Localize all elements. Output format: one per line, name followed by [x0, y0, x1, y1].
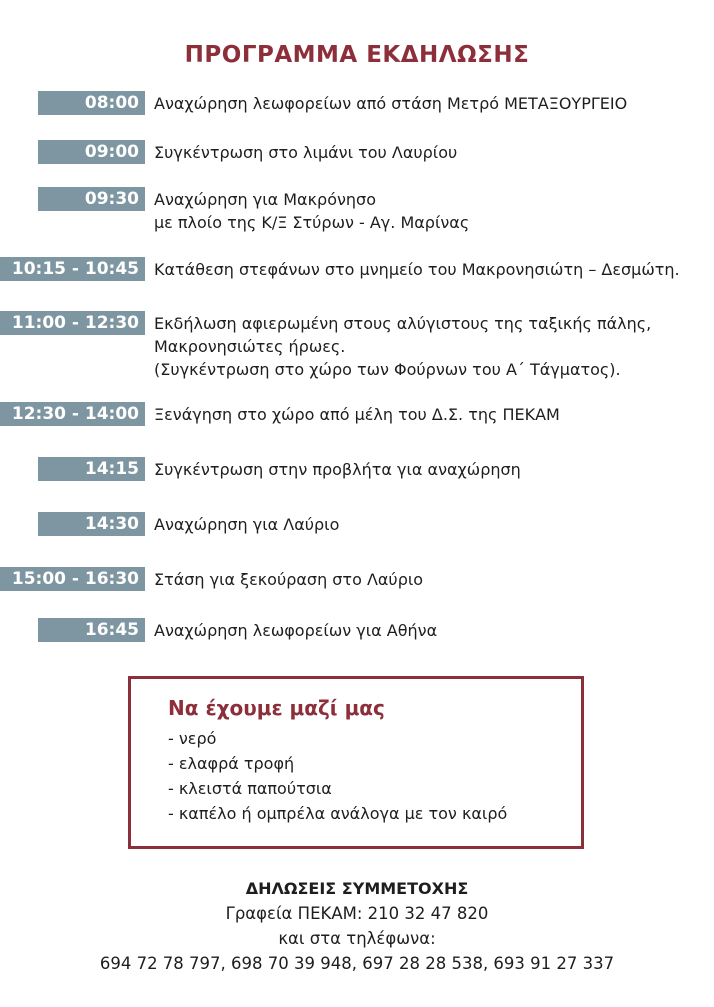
schedule-description	[154, 458, 521, 481]
time-badge: 12:30 - 14:00	[0, 402, 145, 426]
time-badge: 09:30	[38, 187, 145, 211]
schedule-description	[154, 92, 627, 115]
schedule-description	[154, 141, 457, 164]
list-item: - κλειστά παπούτσια	[168, 779, 332, 798]
description-line: Αναχώρηση λεωφορείων για Αθήνα	[154, 621, 438, 640]
time-badge: 15:00 - 16:30	[0, 567, 145, 591]
time-badge: 09:00	[38, 140, 145, 164]
schedule-description	[154, 513, 339, 536]
description-line: Στάση για ξεκούραση στο Λαύριο	[154, 570, 424, 589]
time-badge: 14:30	[38, 512, 145, 536]
page-title: ΠΡΟΓΡΑΜΜΑ ΕΚΔΗΛΩΣΗΣ	[184, 42, 530, 68]
time-badge: 10:15 - 10:45	[0, 257, 145, 281]
description-line: Αναχώρηση για Λαύριο	[154, 515, 340, 534]
description-line: Κατάθεση στεφάνων στο μνημείο του Μακρονησιώτη – Δεσμώτη.	[154, 260, 680, 279]
description-line: (Συγκέντρωση στο χώρο των Φούρνων του Α΄ Τάγματος).	[154, 360, 621, 379]
bring-with-us-box	[128, 676, 584, 849]
description-line: Μακρονησιώτες ήρωες.	[154, 337, 346, 356]
bring-with-us-title: Να έχουμε μαζί μας	[168, 696, 385, 720]
bring-with-us-list	[168, 726, 507, 826]
description-line: με πλοίο της Κ/Ξ Στύρων - Αγ. Μαρίνας	[154, 213, 470, 232]
schedule-description	[154, 619, 437, 642]
time-badge: 16:45	[38, 618, 145, 642]
description-line: Αναχώρηση για Μακρόνησο	[154, 190, 376, 209]
phones-label: και στα τηλέφωνα:	[278, 929, 436, 948]
registration-info	[0, 876, 714, 976]
description-line: Ξενάγηση στο χώρο από μέλη του Δ.Σ. της ΠΕΚΑΜ	[154, 405, 560, 424]
description-line: Αναχώρηση λεωφορείων από στάση Μετρό ΜΕΤΑΞΟΥΡΓΕΙΟ	[154, 94, 628, 113]
schedule-description	[154, 258, 680, 281]
registration-title: ΔΗΛΩΣΕΙΣ ΣΥΜΜΕΤΟΧΗΣ	[245, 879, 469, 898]
time-badge: 11:00 - 12:30	[0, 311, 145, 335]
phone-numbers: 694 72 78 797, 698 70 39 948, 697 28 28 538, 693 91 27 337	[99, 954, 615, 973]
time-badge: 08:00	[38, 91, 145, 115]
office-phone: Γραφεία ΠΕΚΑΜ: 210 32 47 820	[225, 904, 489, 923]
time-badge: 14:15	[38, 457, 145, 481]
description-line: Εκδήλωση αφιερωμένη στους αλύγιστους της ταξικής πάλης,	[154, 314, 652, 333]
description-line: Συγκέντρωση στο λιμάνι του Λαυρίου	[154, 143, 458, 162]
schedule-description	[154, 403, 560, 426]
schedule-description	[154, 188, 469, 234]
schedule-description	[154, 568, 423, 591]
schedule-description	[154, 312, 651, 381]
description-line: Συγκέντρωση στην προβλήτα για αναχώρηση	[154, 460, 521, 479]
list-item: - νερό	[168, 729, 217, 748]
list-item: - καπέλο ή ομπρέλα ανάλογα με τον καιρό	[168, 804, 508, 823]
list-item: - ελαφρά τροφή	[168, 754, 295, 773]
